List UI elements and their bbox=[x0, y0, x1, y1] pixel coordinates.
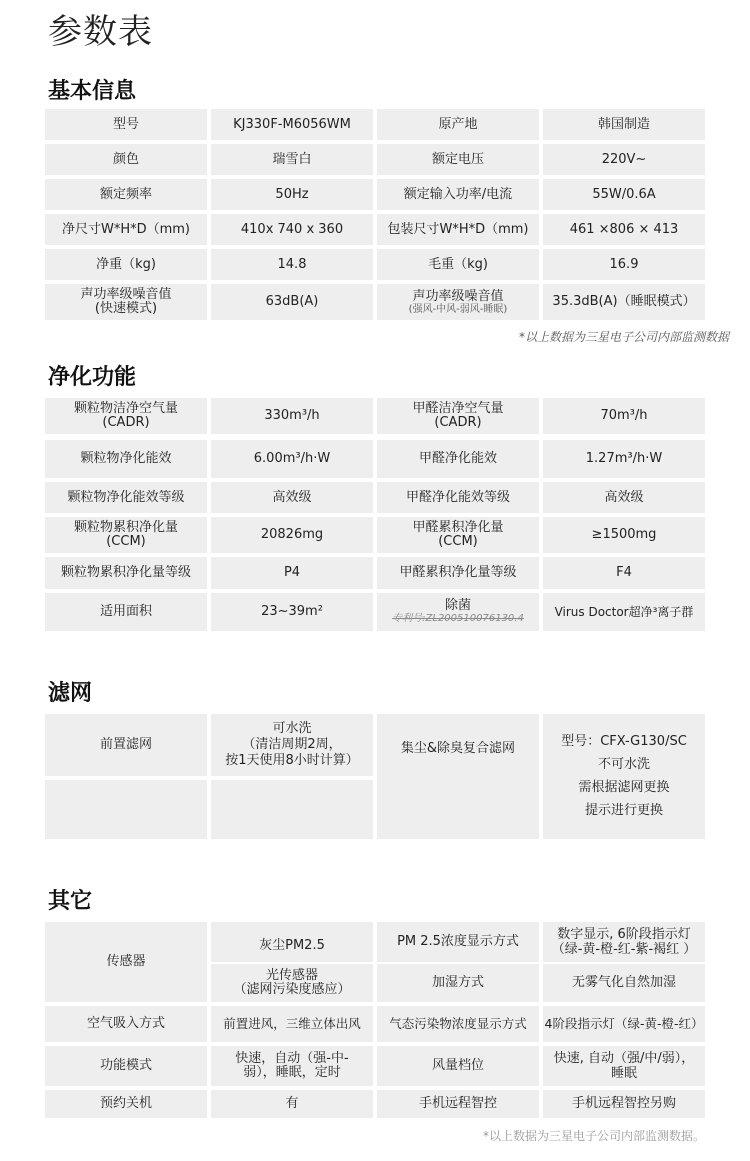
ccm-label-cell-2 bbox=[377, 517, 539, 553]
table-cell: 1.27m³/h·W bbox=[543, 440, 705, 478]
noise-label-cell-2 bbox=[377, 284, 539, 320]
cell-label-sub: (CCM) bbox=[438, 534, 478, 549]
table-cell: 手机远程智控 bbox=[377, 1090, 539, 1118]
table-cell: 空气吸入方式 bbox=[45, 1006, 207, 1042]
table-cell: 330m³/h bbox=[211, 398, 373, 434]
section-title-purify: 净化功能 bbox=[48, 365, 137, 390]
table-cell: 传感器 bbox=[45, 922, 207, 1002]
table-cell: 快速，自动（强-中- 弱），睡眠，定时 bbox=[211, 1046, 373, 1086]
filter-line: 需根据滤网更换 bbox=[578, 780, 670, 795]
section-title-filter: 滤网 bbox=[48, 681, 93, 706]
data-source-note: *以上数据为三星电子公司内部监测数据 bbox=[518, 330, 729, 344]
table-cell: 适用面积 bbox=[45, 593, 207, 631]
table-cell: 35.3dB(A)（睡眠模式） bbox=[543, 284, 705, 320]
page-title: 参数表 bbox=[48, 12, 153, 52]
table-cell: 50Hz bbox=[211, 179, 373, 210]
filter-line: 不可水洗 bbox=[597, 757, 650, 772]
data-source-note-bottom: *以上数据为三星电子公司内部监测数据。 bbox=[482, 1129, 705, 1143]
cell-label-sub: (CADR) bbox=[102, 415, 150, 430]
table-cell: 预约关机 bbox=[45, 1090, 207, 1118]
table-cell: 加湿方式 bbox=[377, 964, 539, 1002]
noise-label-cell bbox=[45, 284, 207, 320]
table-cell: 20826mg bbox=[211, 517, 373, 553]
noise-label-main: 声功率级噪音值 bbox=[80, 287, 172, 302]
table-cell: 前置进风，三维立体出风 bbox=[211, 1006, 373, 1042]
cell-label-main: 甲醛洁净空气量 bbox=[412, 401, 504, 416]
table-cell bbox=[211, 780, 373, 839]
noise-label-main: 声功率级噪音值 bbox=[412, 288, 504, 304]
table-cell: 410x 740 x 360 bbox=[211, 214, 373, 245]
table-cell: 功能模式 bbox=[45, 1046, 207, 1086]
table-cell: 颗粒物净化能效 bbox=[45, 440, 207, 478]
noise-label-sub: (强风-中风-弱风-睡眠) bbox=[408, 303, 508, 315]
table-cell: 可水洗 （清洁周期2周， 按1天使用8小时计算） bbox=[211, 714, 373, 776]
table-cell: 快速, 自动（强/中/弱）， 睡眠 bbox=[543, 1046, 705, 1086]
table-cell: 瑞雪白 bbox=[211, 144, 373, 175]
table-cell: 有 bbox=[211, 1090, 373, 1118]
cell-label-main: 除菌 bbox=[444, 598, 471, 613]
table-cell: 颗粒物累积净化量等级 bbox=[45, 557, 207, 589]
section-title-other: 其它 bbox=[48, 889, 93, 914]
table-cell: 风量档位 bbox=[377, 1046, 539, 1086]
filter-line: 提示进行更换 bbox=[584, 803, 663, 818]
table-cell: 额定频率 bbox=[45, 179, 207, 210]
filter-line: 型号：CFX-G130/SC bbox=[561, 734, 687, 749]
table-cell: ≥1500mg bbox=[543, 517, 705, 553]
ccm-label-cell bbox=[45, 517, 207, 553]
table-cell: 颜色 bbox=[45, 144, 207, 175]
cell-label-main: 甲醛累积净化量 bbox=[412, 520, 504, 535]
table-cell: 额定电压 bbox=[377, 144, 539, 175]
table-cell: KJ330F-M6056WM bbox=[211, 109, 373, 140]
table-cell: 数字显示, 6阶段指示灯 （绿-黄-橙-红-紫-褐红 ） bbox=[543, 922, 705, 962]
table-cell: 220V~ bbox=[543, 144, 705, 175]
table-cell: 净尺寸W*H*D（mm) bbox=[45, 214, 207, 245]
cell-label-sub: (CCM) bbox=[106, 534, 146, 549]
table-cell: 14.8 bbox=[211, 249, 373, 280]
sterilize-label-cell bbox=[377, 593, 539, 631]
patent-number: 专利号:ZL200510076130.4 bbox=[392, 613, 524, 624]
table-cell: 461 ×806 × 413 bbox=[543, 214, 705, 245]
table-cell: 70m³/h bbox=[543, 398, 705, 434]
table-cell: 前置滤网 bbox=[45, 714, 207, 776]
table-cell: 包装尺寸W*H*D（mm) bbox=[377, 214, 539, 245]
table-cell: 光传感器 （滤网污染度感应） bbox=[211, 964, 373, 1002]
table-cell: PM 2.5浓度显示方式 bbox=[377, 922, 539, 962]
table-cell: 甲醛净化能效 bbox=[377, 440, 539, 478]
table-cell: 毛重（kg) bbox=[377, 249, 539, 280]
cell-label-sub: (CADR) bbox=[434, 415, 482, 430]
table-cell: 4阶段指示灯（绿-黄-橙-红） bbox=[543, 1006, 705, 1042]
table-cell: 63dB(A) bbox=[211, 284, 373, 320]
table-cell: 甲醛净化能效等级 bbox=[377, 482, 539, 513]
table-cell: 净重（kg) bbox=[45, 249, 207, 280]
table-cell bbox=[45, 780, 207, 839]
cadr-label-cell bbox=[45, 398, 207, 434]
table-cell: 额定输入功率/电流 bbox=[377, 179, 539, 210]
table-cell: F4 bbox=[543, 557, 705, 589]
table-cell: 手机远程智控另购 bbox=[543, 1090, 705, 1118]
composite-filter-desc bbox=[543, 714, 705, 839]
table-cell: 高效级 bbox=[543, 482, 705, 513]
cell-label-main: 颗粒物累积净化量 bbox=[73, 520, 178, 535]
table-cell: 气态污染物浓度显示方式 bbox=[377, 1006, 539, 1042]
table-cell: 高效级 bbox=[211, 482, 373, 513]
cadr-label-cell-2 bbox=[377, 398, 539, 434]
table-cell: 集尘&除臭复合滤网 bbox=[377, 714, 539, 839]
cell-label-main: 颗粒物洁净空气量 bbox=[73, 401, 178, 416]
table-cell: 16.9 bbox=[543, 249, 705, 280]
table-cell: 23~39m² bbox=[211, 593, 373, 631]
table-cell: 6.00m³/h·W bbox=[211, 440, 373, 478]
noise-label-sub: (快速模式) bbox=[94, 301, 158, 316]
table-cell: 无雾气化自然加湿 bbox=[543, 964, 705, 1002]
table-cell: 55W/0.6A bbox=[543, 179, 705, 210]
table-cell: 型号 bbox=[45, 109, 207, 140]
table-cell: 原产地 bbox=[377, 109, 539, 140]
table-cell: 颗粒物净化能效等级 bbox=[45, 482, 207, 513]
table-cell: Virus Doctor超净³离子群 bbox=[543, 593, 705, 631]
table-cell: 灰尘PM2.5 bbox=[211, 922, 373, 962]
table-cell: 甲醛累积净化量等级 bbox=[377, 557, 539, 589]
table-cell: P4 bbox=[211, 557, 373, 589]
table-cell: 韩国制造 bbox=[543, 109, 705, 140]
section-title-basic: 基本信息 bbox=[48, 79, 137, 104]
